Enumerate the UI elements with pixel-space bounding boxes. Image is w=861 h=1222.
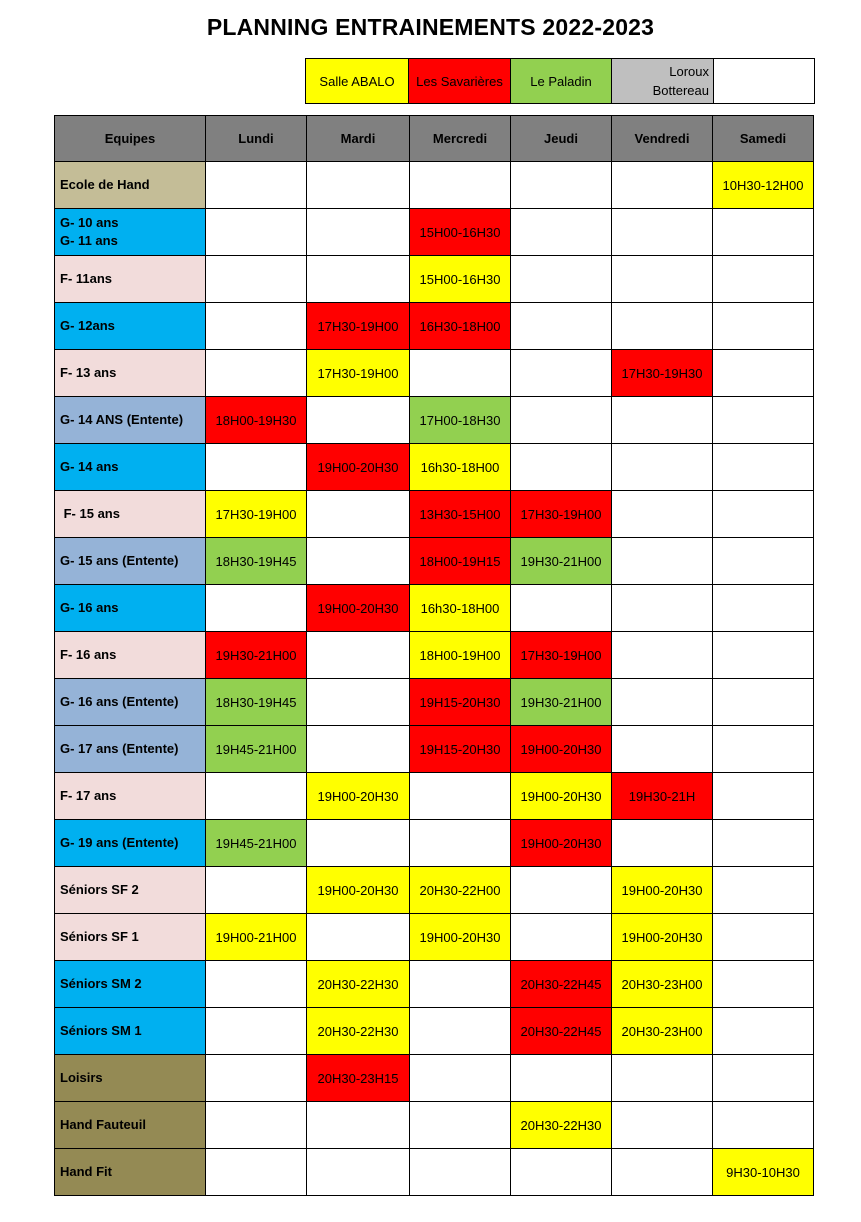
table-row — [55, 773, 814, 820]
slot-samedi — [713, 961, 814, 1008]
slot-jeudi: 17H30-19H00 — [511, 491, 612, 538]
table-row — [55, 491, 814, 538]
header-equipes: Equipes — [55, 116, 206, 162]
slot-samedi — [713, 444, 814, 491]
team-name-line: Hand Fauteuil — [60, 1117, 146, 1132]
slot-lundi: 19H45-21H00 — [206, 820, 307, 867]
slot-mercredi: 19H00-20H30 — [410, 914, 511, 961]
table-row — [55, 538, 814, 585]
team-name — [55, 256, 206, 303]
slot-vendredi — [612, 726, 713, 773]
table-row — [55, 679, 814, 726]
slot-mardi: 20H30-22H30 — [307, 1008, 410, 1055]
team-name-line: G- 10 ans — [60, 215, 119, 230]
team-name-line: F- 15 ans — [60, 506, 120, 521]
slot-mercredi — [410, 1149, 511, 1196]
slot-samedi: 10H30-12H00 — [713, 162, 814, 209]
slot-lundi — [206, 961, 307, 1008]
slot-samedi — [713, 914, 814, 961]
slot-jeudi — [511, 397, 612, 444]
team-name-line: G- 17 ans (Entente) — [60, 741, 179, 756]
table-row — [55, 256, 814, 303]
slot-mardi — [307, 820, 410, 867]
slot-mardi — [307, 397, 410, 444]
header-mardi: Mardi — [307, 116, 410, 162]
team-name-line: G- 11 ans — [60, 233, 118, 248]
slot-vendredi — [612, 162, 713, 209]
slot-samedi — [713, 585, 814, 632]
legend-loroux-bottereau: Loroux Bottereau — [612, 59, 714, 104]
slot-lundi — [206, 256, 307, 303]
slot-mardi — [307, 256, 410, 303]
slot-vendredi — [612, 679, 713, 726]
slot-samedi — [713, 1102, 814, 1149]
slot-mercredi: 19H15-20H30 — [410, 679, 511, 726]
slot-mardi: 19H00-20H30 — [307, 867, 410, 914]
slot-mardi — [307, 726, 410, 773]
team-name — [55, 585, 206, 632]
team-name-line: Séniors SF 1 — [60, 929, 139, 944]
slot-lundi: 19H45-21H00 — [206, 726, 307, 773]
slot-samedi — [713, 397, 814, 444]
slot-lundi — [206, 162, 307, 209]
slot-lundi — [206, 1149, 307, 1196]
slot-samedi — [713, 867, 814, 914]
slot-mardi — [307, 632, 410, 679]
slot-samedi — [713, 773, 814, 820]
slot-samedi — [713, 726, 814, 773]
team-name — [55, 491, 206, 538]
slot-lundi — [206, 773, 307, 820]
team-name-line: F- 17 ans — [60, 788, 117, 803]
table-row — [55, 162, 814, 209]
slot-jeudi: 19H00-20H30 — [511, 726, 612, 773]
team-name — [55, 1055, 206, 1102]
slot-mercredi: 17H00-18H30 — [410, 397, 511, 444]
table-row — [55, 350, 814, 397]
slot-vendredi: 20H30-23H00 — [612, 961, 713, 1008]
slot-mardi: 20H30-23H15 — [307, 1055, 410, 1102]
slot-lundi — [206, 1102, 307, 1149]
team-name — [55, 820, 206, 867]
page-title: PLANNING ENTRAINEMENTS 2022-2023 — [206, 14, 655, 40]
table-row — [55, 1008, 814, 1055]
slot-mercredi: 15H00-16H30 — [410, 256, 511, 303]
table-row — [55, 1102, 814, 1149]
slot-jeudi — [511, 1055, 612, 1102]
slot-mercredi — [410, 162, 511, 209]
header-lundi: Lundi — [206, 116, 307, 162]
team-name-line: G- 16 ans (Entente) — [60, 694, 179, 709]
slot-vendredi — [612, 820, 713, 867]
slot-mardi — [307, 1102, 410, 1149]
header-vendredi: Vendredi — [612, 116, 713, 162]
slot-lundi — [206, 350, 307, 397]
team-name — [55, 914, 206, 961]
team-name-line: G- 14 ANS (Entente) — [60, 412, 184, 427]
team-name-line: Loisirs — [60, 1070, 103, 1085]
slot-jeudi — [511, 867, 612, 914]
slot-vendredi: 20H30-23H00 — [612, 1008, 713, 1055]
team-name — [55, 961, 206, 1008]
table-row — [55, 726, 814, 773]
team-name — [55, 303, 206, 350]
slot-vendredi — [612, 256, 713, 303]
header-jeudi: Jeudi — [511, 116, 612, 162]
slot-mercredi: 18H00-19H15 — [410, 538, 511, 585]
slot-vendredi — [612, 397, 713, 444]
table-row — [55, 820, 814, 867]
team-name — [55, 397, 206, 444]
slot-mercredi — [410, 961, 511, 1008]
table-row — [55, 585, 814, 632]
slot-mercredi — [410, 1008, 511, 1055]
team-name-line: G- 15 ans (Entente) — [60, 553, 179, 568]
team-name — [55, 350, 206, 397]
slot-mercredi: 15H00-16H30 — [410, 209, 511, 256]
slot-vendredi — [612, 1149, 713, 1196]
slot-jeudi: 20H30-22H30 — [511, 1102, 612, 1149]
slot-jeudi — [511, 350, 612, 397]
header-mercredi: Mercredi — [410, 116, 511, 162]
slot-samedi — [713, 632, 814, 679]
table-row — [55, 209, 814, 256]
slot-jeudi — [511, 585, 612, 632]
slot-samedi — [713, 491, 814, 538]
slot-vendredi: 19H00-20H30 — [612, 914, 713, 961]
table-row — [55, 914, 814, 961]
slot-jeudi: 19H30-21H00 — [511, 679, 612, 726]
team-name — [55, 632, 206, 679]
slot-mardi: 17H30-19H00 — [307, 350, 410, 397]
slot-mardi — [307, 679, 410, 726]
slot-lundi: 19H00-21H00 — [206, 914, 307, 961]
team-name-line: Hand Fit — [60, 1164, 112, 1179]
table-row — [55, 444, 814, 491]
table-row — [55, 397, 814, 444]
slot-vendredi — [612, 538, 713, 585]
slot-jeudi — [511, 914, 612, 961]
team-name — [55, 1008, 206, 1055]
table-row — [55, 303, 814, 350]
slot-samedi — [713, 538, 814, 585]
slot-lundi: 17H30-19H00 — [206, 491, 307, 538]
slot-lundi: 18H30-19H45 — [206, 679, 307, 726]
slot-mardi — [307, 209, 410, 256]
header-samedi: Samedi — [713, 116, 814, 162]
slot-jeudi: 19H00-20H30 — [511, 820, 612, 867]
slot-mardi: 17H30-19H00 — [307, 303, 410, 350]
slot-lundi — [206, 1055, 307, 1102]
slot-vendredi — [612, 491, 713, 538]
slot-samedi — [713, 679, 814, 726]
slot-vendredi — [612, 209, 713, 256]
team-name — [55, 726, 206, 773]
slot-jeudi — [511, 303, 612, 350]
slot-mercredi: 13H30-15H00 — [410, 491, 511, 538]
slot-jeudi: 19H00-20H30 — [511, 773, 612, 820]
team-name-line: Séniors SM 1 — [60, 1023, 142, 1038]
slot-lundi — [206, 585, 307, 632]
slot-samedi — [713, 256, 814, 303]
slot-vendredi — [612, 1102, 713, 1149]
slot-lundi — [206, 303, 307, 350]
slot-jeudi — [511, 162, 612, 209]
slot-jeudi — [511, 1149, 612, 1196]
slot-mardi — [307, 538, 410, 585]
venue-legend — [305, 58, 815, 104]
table-row — [55, 867, 814, 914]
slot-mardi: 19H00-20H30 — [307, 773, 410, 820]
slot-samedi — [713, 1008, 814, 1055]
table-row — [55, 1149, 814, 1196]
slot-vendredi — [612, 632, 713, 679]
slot-vendredi — [612, 1055, 713, 1102]
slot-mardi — [307, 1149, 410, 1196]
table-row — [55, 961, 814, 1008]
slot-mercredi — [410, 350, 511, 397]
slot-vendredi: 17H30-19H30 — [612, 350, 713, 397]
slot-mardi: 20H30-22H30 — [307, 961, 410, 1008]
slot-samedi — [713, 350, 814, 397]
team-name-line: G- 12ans — [60, 318, 115, 333]
slot-mardi — [307, 914, 410, 961]
slot-vendredi — [612, 303, 713, 350]
team-name — [55, 444, 206, 491]
schedule-table — [54, 115, 814, 1196]
slot-lundi — [206, 867, 307, 914]
slot-jeudi: 19H30-21H00 — [511, 538, 612, 585]
slot-vendredi: 19H30-21H — [612, 773, 713, 820]
team-name — [55, 162, 206, 209]
slot-lundi: 18H30-19H45 — [206, 538, 307, 585]
slot-mercredi — [410, 820, 511, 867]
legend-le-paladin: Le Paladin — [511, 59, 612, 104]
slot-vendredi: 19H00-20H30 — [612, 867, 713, 914]
slot-mercredi — [410, 1102, 511, 1149]
slot-mardi: 19H00-20H30 — [307, 585, 410, 632]
table-row — [55, 632, 814, 679]
slot-mercredi: 18H00-19H00 — [410, 632, 511, 679]
team-name — [55, 773, 206, 820]
team-name-line: F- 16 ans — [60, 647, 117, 662]
team-name-line: G- 19 ans (Entente) — [60, 835, 179, 850]
slot-lundi — [206, 1008, 307, 1055]
slot-lundi — [206, 209, 307, 256]
team-name-line: F- 13 ans — [60, 365, 117, 380]
slot-jeudi — [511, 256, 612, 303]
slot-mercredi: 20H30-22H00 — [410, 867, 511, 914]
slot-vendredi — [612, 585, 713, 632]
team-name-line: Séniors SF 2 — [60, 882, 139, 897]
team-name-line: Ecole de Hand — [60, 177, 150, 192]
legend-empty-cell — [714, 59, 815, 104]
slot-samedi — [713, 209, 814, 256]
team-name-line: G- 16 ans — [60, 600, 119, 615]
team-name — [55, 538, 206, 585]
team-name — [55, 1102, 206, 1149]
slot-mardi — [307, 162, 410, 209]
slot-mercredi: 16h30-18H00 — [410, 585, 511, 632]
slot-mardi: 19H00-20H30 — [307, 444, 410, 491]
table-row — [55, 1055, 814, 1102]
slot-samedi — [713, 303, 814, 350]
team-name-line: F- 11ans — [60, 271, 113, 286]
team-name — [55, 209, 206, 256]
slot-mardi — [307, 491, 410, 538]
team-name — [55, 679, 206, 726]
team-name — [55, 1149, 206, 1196]
slot-mercredi: 19H15-20H30 — [410, 726, 511, 773]
slot-jeudi — [511, 209, 612, 256]
slot-samedi: 9H30-10H30 — [713, 1149, 814, 1196]
slot-lundi: 18H00-19H30 — [206, 397, 307, 444]
slot-mercredi — [410, 773, 511, 820]
slot-lundi: 19H30-21H00 — [206, 632, 307, 679]
slot-samedi — [713, 1055, 814, 1102]
slot-jeudi: 20H30-22H45 — [511, 1008, 612, 1055]
header-row — [55, 116, 814, 162]
legend-salle-abalo: Salle ABALO — [306, 59, 409, 104]
team-name-line: G- 14 ans — [60, 459, 119, 474]
schedule-body — [55, 162, 814, 1196]
team-name — [55, 867, 206, 914]
slot-jeudi: 20H30-22H45 — [511, 961, 612, 1008]
slot-samedi — [713, 820, 814, 867]
slot-lundi — [206, 444, 307, 491]
slot-mercredi: 16H30-18H00 — [410, 303, 511, 350]
legend-les-savarieres: Les Savarières — [409, 59, 511, 104]
slot-jeudi — [511, 444, 612, 491]
slot-vendredi — [612, 444, 713, 491]
slot-jeudi: 17H30-19H00 — [511, 632, 612, 679]
slot-mercredi: 16h30-18H00 — [410, 444, 511, 491]
slot-mercredi — [410, 1055, 511, 1102]
team-name-line: Séniors SM 2 — [60, 976, 142, 991]
